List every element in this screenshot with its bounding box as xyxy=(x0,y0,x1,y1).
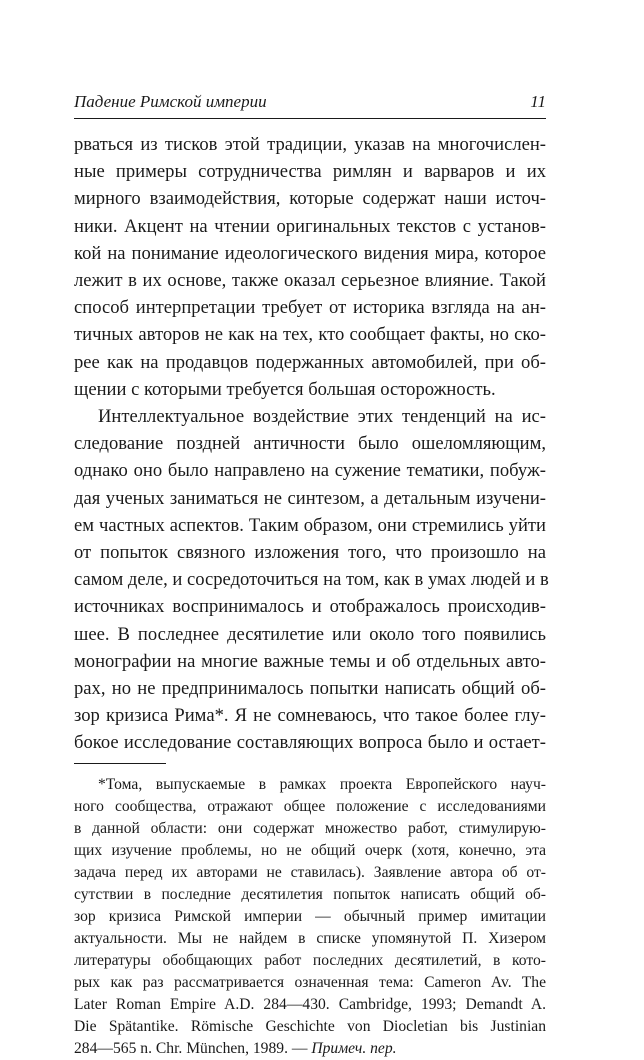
translator-note-signature: Примеч. пер. xyxy=(311,1039,397,1057)
footnote-line: *Тома, выпускаемые в рамках проекта Европейского науч- xyxy=(98,775,546,793)
text-line: зор кризиса Рима*. Я не сомневаюсь, что такое более глу- xyxy=(74,705,546,727)
footnote xyxy=(74,774,546,1060)
text-line: щении с которыми требуется большая осторожность. xyxy=(74,378,496,400)
text-line: лежит в их основе, также оказал серьезное влияние. Такой xyxy=(74,270,546,292)
page-number: 11 xyxy=(530,92,546,111)
text-line: дая ученых заниматься не синтезом, а детальным изучени- xyxy=(74,487,546,509)
footnote-line: сутствии в последние десятилетия попыток написать общий об- xyxy=(74,885,546,903)
text-line: кой на понимание идеологического видения мира, которое xyxy=(74,242,546,264)
footnote-line: ного сообщества, отражают общее положение с исследованиями xyxy=(74,797,546,815)
text-line: Интеллектуальное воздействие этих тенденций на ис- xyxy=(98,406,546,428)
footnote-line: зор кризиса Римской империи — обычный пример имитации xyxy=(74,907,546,925)
footnote-line: задача перед их авторами не ставилась). Заявление автора об от- xyxy=(74,863,546,881)
footnote-last-line xyxy=(74,1038,546,1060)
text-line: бокое исследование составляющих вопроса было и остает- xyxy=(74,732,546,754)
text-line: следование поздней античности было ошеломляющим, xyxy=(74,433,546,455)
text-line: самом деле, и сосредоточиться на том, как в умах людей и в xyxy=(74,569,549,591)
paragraph-2 xyxy=(74,403,549,757)
footnote-line: Later Roman Empire A.D. 284—430. Cambridge, 1993; Demandt A. xyxy=(74,995,546,1013)
running-head xyxy=(74,92,546,119)
running-head-title: Падение Римской империи xyxy=(74,92,267,111)
footnote-line: литературы обобщающих работ последних десятилетий, в кото- xyxy=(74,951,546,969)
main-text xyxy=(74,131,549,757)
text-line: ники. Акцент на чтении оригинальных текстов с установ- xyxy=(74,215,546,237)
text-line: способ интерпретации требует от историка взгляда на ан- xyxy=(74,297,546,319)
paragraph-1 xyxy=(74,131,546,403)
text-line: монографии на многие важные темы и об отдельных авто- xyxy=(74,650,546,672)
footnote-line: щих изучение проблемы, но не общий очерк (хотя, конечно, эта xyxy=(74,841,546,859)
book-page xyxy=(74,92,549,1060)
text-line: рее как на продавцов подержанных автомобилей, при об- xyxy=(74,351,546,373)
text-line: тичных авторов не как на тех, кто сообщает факты, но ско- xyxy=(74,324,546,346)
footnote-line: рых как раз рассматривается означенная тема: Cameron Av. The xyxy=(74,973,546,991)
text-line: ем частных аспектов. Таким образом, они стремились уйти xyxy=(74,514,546,536)
text-line: мирного взаимодействия, которые содержат наши источ- xyxy=(74,188,546,210)
text-line: однако оно было направлено на сужение тематики, побуж- xyxy=(74,460,546,482)
text-line: от попыток связного изложения того, что произошло на xyxy=(74,542,546,564)
text-line: рваться из тисков этой традиции, указав на многочислен- xyxy=(74,134,546,155)
footnote-line: Die Spätantike. Römische Geschichte von Diocletian bis Justinian xyxy=(74,1017,546,1035)
footnote-separator xyxy=(74,763,166,764)
text-line: источниках воспринималось и отображалось происходив- xyxy=(74,596,546,618)
text-line: рах, но не предпринималось попытки написать общий об- xyxy=(74,678,546,700)
footnote-line: в данной области: они содержат множество работ, стимулирую- xyxy=(74,819,546,837)
footnote-citation: 284—565 n. Chr. München, 1989. — xyxy=(74,1039,312,1057)
text-line: ные примеры сотрудничества римлян и варваров и их xyxy=(74,161,546,183)
text-line: шее. В последнее десятилетие или около того появились xyxy=(74,623,546,645)
footnote-line: актуальности. Мы не найдем в списке упомянутой П. Хизером xyxy=(74,929,546,947)
